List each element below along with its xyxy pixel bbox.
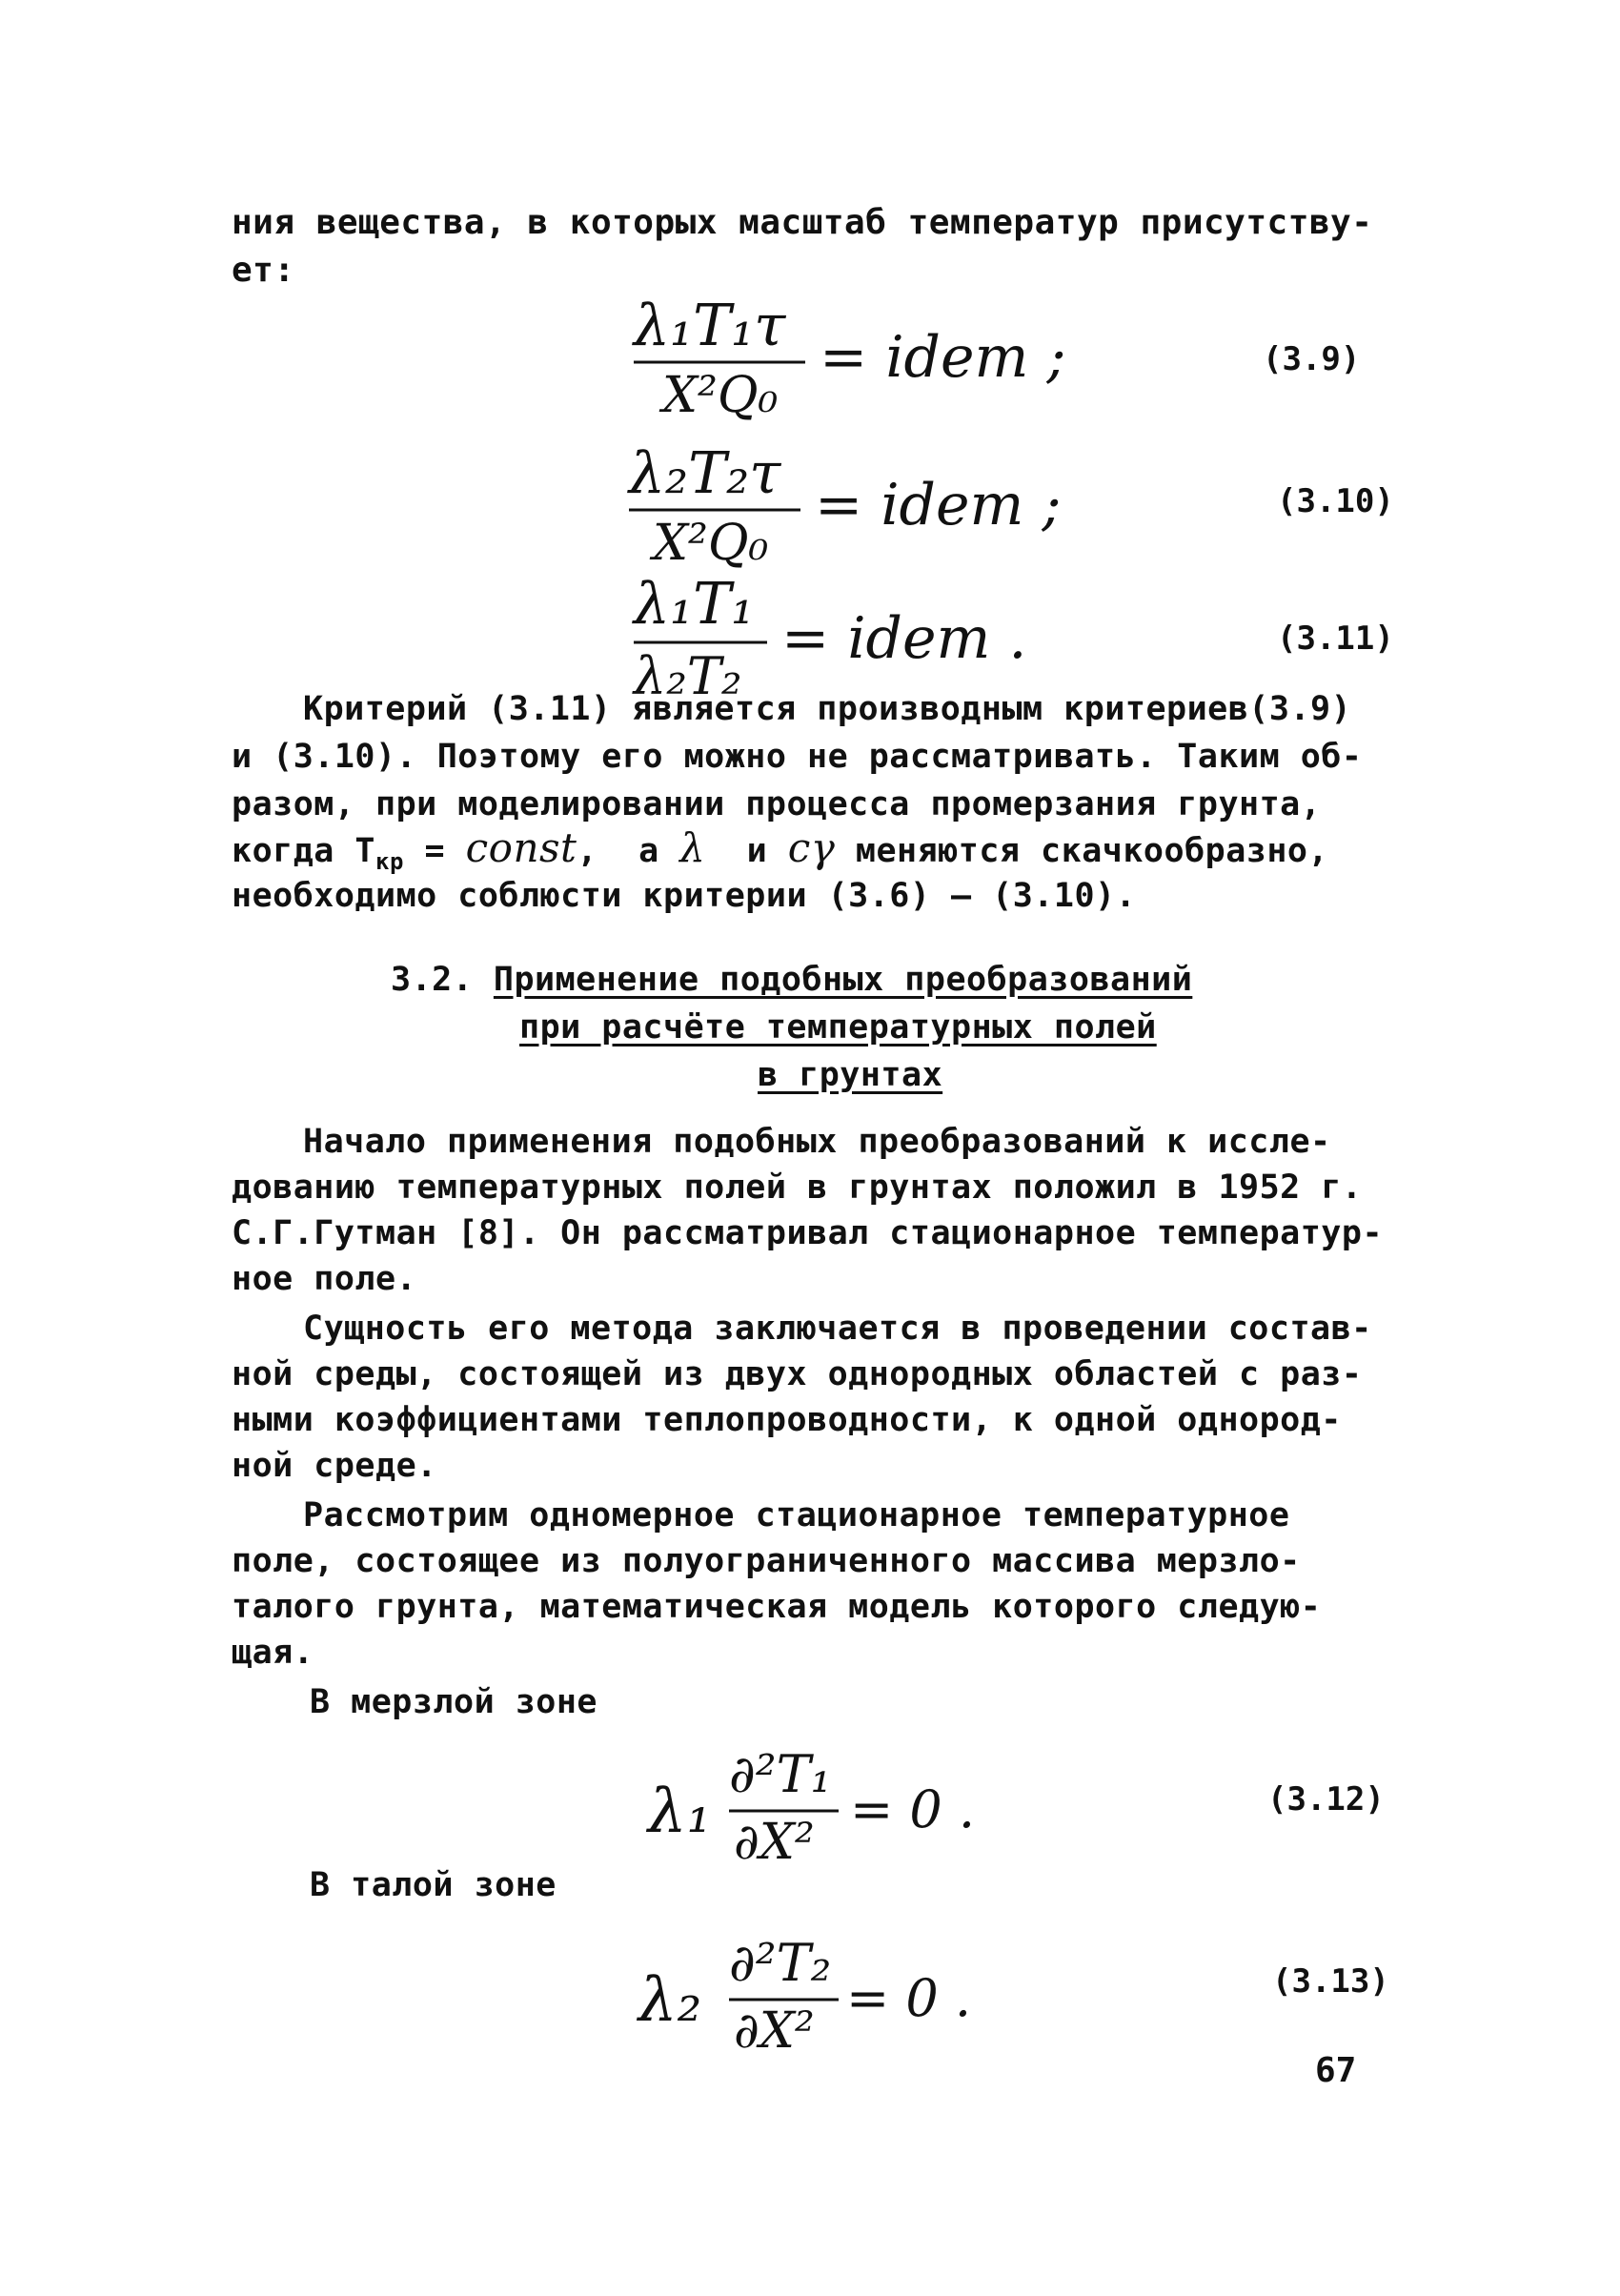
eq-3-12-denominator: ∂X² [734,1814,815,1871]
equation-3-11 [624,564,1063,707]
text-line: ное поле. [232,1260,417,1298]
eq-3-9-numerator: λ₁T₁τ [634,293,786,359]
eq-3-10-rhs: = idem ; [815,472,1062,538]
eq-3-10-denominator: X²Q₀ [653,515,769,572]
eq-3-9-rhs: = idem ; [820,324,1066,391]
text-fragment: когда Т [232,832,376,870]
section-heading: в грунтах [758,1056,943,1094]
equation-number: (3.12) [1267,1780,1385,1819]
eq-3-13-denominator: ∂X² [734,2002,815,2060]
text-line: Сущность его метода заключается в проведении состав- [303,1310,1372,1348]
text-line: талого грунта, математическая модель которого следую- [232,1588,1322,1626]
text-line: и (3.10). Поэтому его можно не рассматривать. Таким об- [232,738,1363,776]
text-line: необходимо соблюсти критерии (3.6) – (3.10). [232,877,1137,915]
zone-label: В мерзлой зоне [310,1683,598,1721]
eq-3-12-coef: λ₁ [648,1777,712,1847]
text-line: С.Г.Гутман [8]. Он рассматривал стационарное температур- [232,1214,1384,1252]
section-heading: при расчёте температурных полей [519,1008,1157,1046]
eq-3-11-denominator: λ₂T₂ [634,646,742,706]
text-fragment: = [403,832,466,870]
text-line: ной среды, состоящей из двух однородных областей с раз- [232,1355,1363,1393]
equation-3-13 [629,1925,1010,2068]
eq-3-10-numerator: λ₂T₂τ [629,440,781,507]
zone-label: В талой зоне [310,1866,557,1904]
eq-3-13-rhs: = 0 . [846,1968,972,2028]
equation-3-12 [638,1737,1020,1879]
section-title: Применение подобных преобразований [493,961,1193,999]
text-line: поле, состоящее из полуограниченного массива мерзло- [232,1542,1301,1580]
page-number: 67 [1315,2051,1357,2090]
eq-3-11-rhs: = idem . [781,605,1027,672]
text-line: Рассмотрим одномерное стационарное температурное [303,1496,1290,1534]
subscript: кр [375,848,404,875]
eq-3-12-rhs: = 0 . [850,1779,976,1839]
text-line: ет: [232,251,295,290]
equation-number: (3.11) [1277,620,1394,658]
text-fragment: меняются скачкообразно, [835,832,1329,870]
text-line: ными коэффициентами теплопроводности, к одной однород- [232,1401,1342,1439]
text-line: разом, при моделировании процесса промерзания грунта, [232,785,1322,823]
equation-3-10 [624,434,1063,577]
eq-3-12-numerator: ∂²T₁ [729,1744,832,1804]
equation-number: (3.13) [1272,1962,1389,2001]
equation-number: (3.10) [1277,482,1394,520]
eq-3-13-numerator: ∂²T₂ [729,1933,832,1993]
text-fragment: , а [577,832,680,870]
section-heading [391,959,1192,1001]
eq-3-13-coef: λ₂ [638,1965,702,2036]
text-line: дованию температурных полей в грунтах положил в 1952 г. [232,1168,1363,1207]
text-line: ния вещества, в которых масштаб температур присутству- [232,203,1373,242]
text-line: Начало применения подобных преобразований к иссле- [303,1123,1331,1161]
eq-3-11-numerator: λ₁T₁ [634,571,755,638]
eq-3-9-denominator: X²Q₀ [662,367,779,424]
section-number: 3.2. [391,961,474,999]
equation-3-9 [624,286,1066,429]
text-fragment: и [705,832,788,870]
handwritten-const: const [465,824,577,871]
text-line: ной среде. [232,1447,437,1485]
text-line: щая. [232,1634,314,1672]
handwritten-cy: cγ [787,824,836,871]
text-line: Критерий (3.11) является производным критериев(3.9) [303,690,1352,728]
handwritten-lambda: λ [679,824,706,871]
equation-number: (3.9) [1263,340,1361,378]
